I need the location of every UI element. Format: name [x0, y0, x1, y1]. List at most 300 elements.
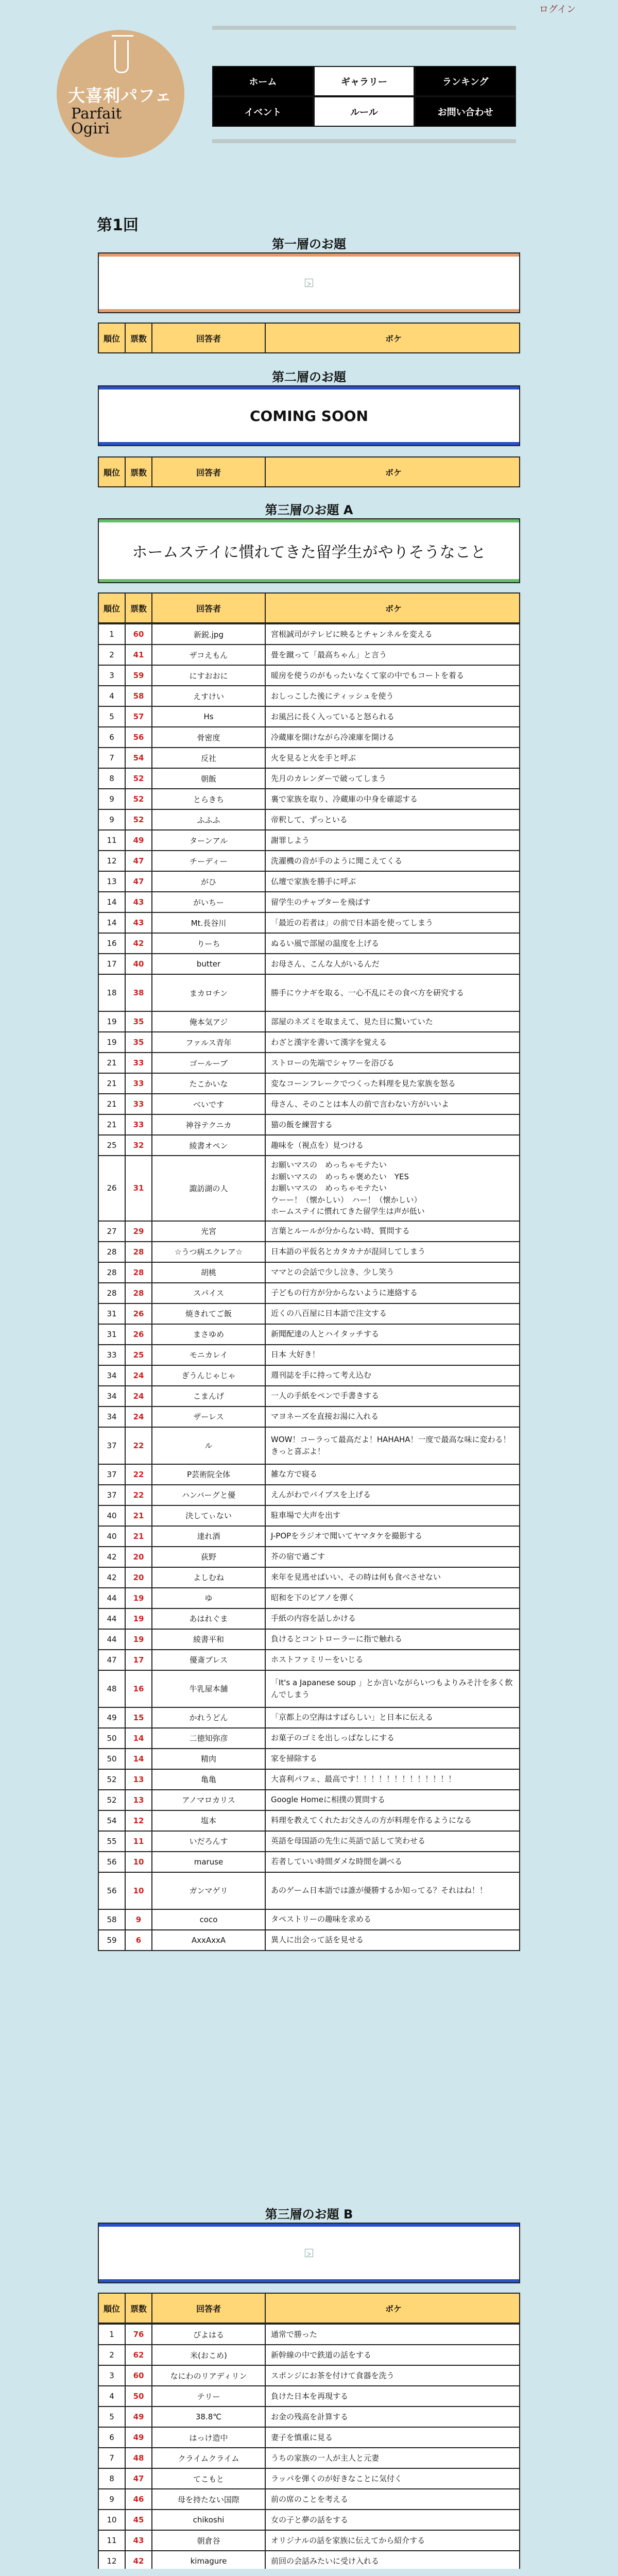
- rank-cell: 19: [99, 1032, 126, 1052]
- second-theme-box: [98, 385, 520, 446]
- rank-cell: 10: [99, 2510, 126, 2530]
- answerer-cell: 牛乳屋本舗: [152, 1671, 266, 1707]
- votes-cell: 40: [126, 954, 152, 974]
- nav-contact[interactable]: お問い合わせ: [415, 96, 516, 127]
- answerer-cell: 38.8℃: [152, 2407, 266, 2427]
- nav-events[interactable]: イベント: [212, 96, 314, 127]
- rank-cell: 37: [99, 1428, 126, 1464]
- rank-cell: 17: [99, 954, 126, 974]
- votes-cell: 22: [126, 1485, 152, 1505]
- rank-cell: 31: [99, 1325, 126, 1344]
- broken-image-icon: [305, 279, 313, 287]
- rank-cell: 1: [99, 624, 126, 644]
- header-answerer: 回答者: [152, 457, 266, 486]
- answerer-cell: りーち: [152, 934, 266, 953]
- votes-cell: 58: [126, 686, 152, 706]
- rank-cell: 9: [99, 789, 126, 809]
- third-a-table-header: [98, 592, 520, 623]
- answer-cell: 一人の手紙をペンで手書きする: [271, 1391, 380, 1401]
- table-row: [99, 1505, 519, 1526]
- answer-cell: 趣味を（視点を）見つける: [271, 1140, 364, 1150]
- answer-cell: 負けた日本を再現する: [271, 2391, 349, 2401]
- votes-cell: 24: [126, 1386, 152, 1406]
- votes-cell: 49: [126, 2428, 152, 2447]
- third-a-bottom-strip: [99, 579, 519, 582]
- answer-cell: お菓子のゴミを出しっぱなしにする: [271, 1733, 395, 1743]
- votes-cell: 10: [126, 1852, 152, 1872]
- answerer-cell: 綾書平和: [152, 1630, 266, 1649]
- rank-cell: 44: [99, 1609, 126, 1629]
- table-row: [99, 2447, 519, 2468]
- votes-cell: 20: [126, 1547, 152, 1567]
- rank-cell: 5: [99, 707, 126, 726]
- rank-cell: 7: [99, 748, 126, 768]
- site-logo[interactable]: [57, 30, 184, 158]
- answer-cell: ストローの先端でシャワーを浴びる: [271, 1058, 394, 1067]
- table-row: [99, 1365, 519, 1385]
- third-b-results-table: [98, 2324, 520, 2576]
- first-table-header: [98, 323, 520, 353]
- answer-cell: 来年を見逃せばいい、その時は何も食べさせない: [271, 1572, 441, 1582]
- answer-cell: 子どもの行方が分からないように連絡する: [271, 1288, 418, 1298]
- table-row: [99, 1670, 519, 1707]
- answer-cell: 異人に出会って話を見せる: [271, 1935, 364, 1945]
- rank-cell: 3: [99, 2366, 126, 2385]
- answerer-cell: P芸術院全体: [152, 1465, 266, 1484]
- votes-cell: 33: [126, 1053, 152, 1073]
- answerer-cell: ぴよはる: [152, 2325, 266, 2344]
- answerer-cell: 塩本: [152, 1811, 266, 1831]
- answer-cell: 火を見ると火を手と呼ぶ: [271, 753, 356, 762]
- answerer-cell: ターンアル: [152, 831, 266, 850]
- answerer-cell: よしむね: [152, 1568, 266, 1587]
- third-b-bottom-strip: [99, 2279, 519, 2282]
- answer-cell: 新聞配達の人とハイタッチする: [271, 1329, 380, 1339]
- third-b-table-header: [98, 2293, 520, 2324]
- header-votes: 票数: [126, 457, 152, 486]
- answerer-cell: いだろんす: [152, 1832, 266, 1851]
- answer-cell: タペストリーの趣味を求める: [271, 1914, 372, 1924]
- answerer-cell: ザーレス: [152, 1407, 266, 1427]
- answerer-cell: 米(おこめ): [152, 2345, 266, 2365]
- table-row: [99, 1831, 519, 1851]
- main-nav: [212, 66, 516, 127]
- answerer-cell: kimagure: [152, 2551, 266, 2571]
- table-row: [99, 2488, 519, 2509]
- table-row: [99, 1385, 519, 1406]
- nav-home[interactable]: ホーム: [212, 66, 314, 96]
- votes-cell: 24: [126, 1366, 152, 1385]
- table-row: [99, 891, 519, 912]
- rank-cell: 59: [99, 1930, 126, 1950]
- second-theme-title: 第二層のお題: [272, 370, 346, 384]
- answer-cell: 雑な方で寝る: [271, 1469, 318, 1479]
- table-row: [99, 850, 519, 871]
- nav-ranking[interactable]: ランキング: [415, 66, 516, 96]
- votes-cell: 41: [126, 645, 152, 665]
- table-row: [99, 644, 519, 665]
- answerer-cell: butter: [152, 954, 266, 974]
- answer-cell: 変なコーンフレークでつくった料理を見た家族を怒る: [271, 1078, 456, 1088]
- answer-cell: うちの家族の一人が主人と元妻: [271, 2453, 380, 2463]
- header-votes: 票数: [126, 2294, 152, 2323]
- answer-cell: えんがわでバイブスを上げる: [271, 1490, 371, 1500]
- answerer-cell: chikoshi: [152, 2510, 266, 2530]
- answerer-cell: アノマロカリス: [152, 1790, 266, 1810]
- answerer-cell: 神谷テクニカ: [152, 1115, 266, 1134]
- answer-cell: 部屋のネズミを取まえて、見た目に驚いていた: [271, 1016, 433, 1026]
- answerer-cell: 母を持たない国際: [152, 2489, 266, 2509]
- answer-cell: 猫の飯を練習する: [271, 1120, 333, 1129]
- answerer-cell: ふふふ: [152, 810, 266, 829]
- rank-cell: 2: [99, 645, 126, 665]
- answerer-cell: 達れ酒: [152, 1527, 266, 1546]
- header-divider-top: [212, 26, 516, 30]
- table-row: [99, 953, 519, 974]
- answerer-cell: AxxAxxA: [152, 1930, 266, 1950]
- header-votes: 票数: [126, 324, 152, 352]
- rank-cell: 34: [99, 1366, 126, 1385]
- votes-cell: 15: [126, 1708, 152, 1727]
- answerer-cell: たこかいな: [152, 1074, 266, 1093]
- answerer-cell: 胡桃: [152, 1263, 266, 1282]
- rank-cell: 16: [99, 934, 126, 953]
- third-a-theme-box: [98, 518, 520, 583]
- nav-gallery[interactable]: ギャラリー: [314, 66, 415, 96]
- answer-cell: 帝釈して、ずっといる: [271, 815, 348, 824]
- rank-cell: 21: [99, 1074, 126, 1093]
- table-row: [99, 2468, 519, 2488]
- answerer-cell: maruse: [152, 1852, 266, 1872]
- rank-cell: 13: [99, 872, 126, 891]
- table-row: [99, 1464, 519, 1484]
- table-row: [99, 788, 519, 809]
- broken-image-icon: [305, 2249, 313, 2257]
- table-row: [99, 2324, 519, 2344]
- rank-cell: 50: [99, 1749, 126, 1769]
- answer-cell: 畳を蹴って「最高ちゃん」と言う: [271, 650, 387, 659]
- answerer-cell: ☆うつ病エクレア☆: [152, 1242, 266, 1262]
- rank-cell: 34: [99, 1407, 126, 1427]
- first-theme-box: [98, 252, 520, 313]
- table-row: [99, 1344, 519, 1365]
- table-row: [99, 726, 519, 747]
- answerer-cell: 反社: [152, 748, 266, 768]
- rank-cell: 54: [99, 1811, 126, 1831]
- answerer-cell: ザコえもん: [152, 645, 266, 665]
- answerer-cell: 荻野: [152, 1547, 266, 1567]
- rank-cell: 56: [99, 1873, 126, 1909]
- table-row: [99, 2509, 519, 2530]
- answerer-cell: 二徳知弥彦: [152, 1728, 266, 1748]
- votes-cell: 22: [126, 1465, 152, 1484]
- third-b-theme-box: [98, 2223, 520, 2283]
- table-row: [99, 1526, 519, 1546]
- first-theme-title: 第一層のお題: [272, 237, 346, 251]
- table-row: [99, 2365, 519, 2385]
- rank-cell: 58: [99, 1910, 126, 1929]
- logo-text-en-line-2: Ogiri: [71, 120, 110, 137]
- answerer-cell: ル: [152, 1428, 266, 1464]
- answer-cell: 料理を教えてくれたお父さんの方が料理を作るようになる: [271, 1816, 472, 1825]
- answer-cell: ママとの会話で少し泣き、少し笑う: [271, 1267, 394, 1277]
- votes-cell: 10: [126, 1873, 152, 1909]
- table-row: [99, 665, 519, 685]
- table-row: [99, 768, 519, 788]
- table-row: [99, 2406, 519, 2427]
- answer-cell: J-POPをラジオで聞いてヤマタケを撮影する: [271, 1531, 423, 1541]
- answer-cell: ホストファミリーをいじる: [271, 1655, 364, 1665]
- answerer-cell: とらきち: [152, 789, 266, 809]
- votes-cell: 33: [126, 1094, 152, 1114]
- rank-cell: 4: [99, 2386, 126, 2406]
- votes-cell: 22: [126, 1428, 152, 1464]
- answerer-cell: まさゆめ: [152, 1325, 266, 1344]
- rank-cell: 14: [99, 892, 126, 912]
- votes-cell: 56: [126, 727, 152, 747]
- table-row: [99, 1567, 519, 1587]
- answer-cell: 女の子と夢の話をする: [271, 2515, 349, 2524]
- votes-cell: 19: [126, 1588, 152, 1608]
- rank-cell: 9: [99, 2489, 126, 2509]
- votes-cell: 9: [126, 1910, 152, 1929]
- votes-cell: 76: [126, 2325, 152, 2344]
- votes-cell: 13: [126, 1770, 152, 1789]
- answerer-cell: はっけ造中: [152, 2428, 266, 2447]
- rank-cell: 7: [99, 2448, 126, 2468]
- votes-cell: 52: [126, 769, 152, 788]
- answer-cell: 「京都上の空海はすばらしい」と日本に伝える: [271, 1713, 434, 1722]
- answerer-cell: かれうどん: [152, 1708, 266, 1727]
- votes-cell: 60: [126, 2366, 152, 2385]
- rank-cell: 37: [99, 1465, 126, 1484]
- answer-cell: 大喜利パフェ、最高です！！！！！！！！！！！！！: [271, 1774, 456, 1784]
- votes-cell: 19: [126, 1630, 152, 1649]
- votes-cell: 47: [126, 2469, 152, 2488]
- answer-cell: 日本語の平仮名とカタカナが混同してしまう: [271, 1247, 426, 1257]
- answer-cell: 冷蔵庫を開けながら冷凍庫を開ける: [271, 732, 395, 742]
- rank-cell: 25: [99, 1136, 126, 1155]
- answer-cell: 宮根誠司がテレビに映るとチャンネルを変える: [271, 629, 433, 639]
- votes-cell: 31: [126, 1156, 152, 1221]
- header-rank: 順位: [99, 594, 126, 622]
- answerer-cell: 亀亀: [152, 1770, 266, 1789]
- votes-cell: 24: [126, 1407, 152, 1427]
- answer-cell: 謝罪しよう: [271, 835, 310, 845]
- votes-cell: 50: [126, 2386, 152, 2406]
- rank-cell: 11: [99, 2531, 126, 2550]
- answer-cell: 日本 大好き！: [271, 1350, 320, 1360]
- answerer-cell: 朝飯: [152, 769, 266, 788]
- answer-cell: わざと漢字を書いて漢字を覚える: [271, 1037, 387, 1047]
- rank-cell: 21: [99, 1115, 126, 1134]
- header-answer: ボケ: [385, 2303, 402, 2314]
- third-b-theme-title: 第三層のお題 B: [265, 2207, 353, 2222]
- table-row: [99, 623, 519, 644]
- table-row: [99, 1093, 519, 1114]
- answer-cell: 駐車場で大声を出す: [271, 1511, 341, 1520]
- answerer-cell: ガンマゲリ: [152, 1873, 266, 1909]
- rank-cell: 28: [99, 1263, 126, 1282]
- header-answer: ボケ: [385, 333, 402, 344]
- votes-cell: 28: [126, 1263, 152, 1282]
- second-table-header: [98, 456, 520, 487]
- answer-cell: 前回の会話みたいに受け入れる: [271, 2556, 380, 2566]
- table-row: [99, 2530, 519, 2550]
- table-row: [99, 1929, 519, 1950]
- rank-cell: 8: [99, 2469, 126, 2488]
- rank-cell: 9: [99, 810, 126, 829]
- header: [47, 26, 519, 162]
- answer-cell: 芥の宿で過ごす: [271, 1552, 325, 1562]
- table-row: [99, 933, 519, 953]
- table-row: [99, 1727, 519, 1748]
- votes-cell: 14: [126, 1749, 152, 1769]
- rank-cell: 26: [99, 1156, 126, 1221]
- first-theme-bottom-strip: [99, 309, 519, 312]
- rank-cell: 33: [99, 1345, 126, 1365]
- votes-cell: 48: [126, 2448, 152, 2468]
- parfait-icon: [114, 40, 129, 73]
- logo-text-en: [71, 106, 169, 136]
- answerer-cell: がいちー: [152, 892, 266, 912]
- answerer-cell: 俺本気アジ: [152, 1012, 266, 1031]
- table-row: [99, 1909, 519, 1929]
- rank-cell: 2: [99, 2345, 126, 2365]
- rank-cell: 37: [99, 1485, 126, 1505]
- votes-cell: 16: [126, 1671, 152, 1707]
- table-row: [99, 2344, 519, 2365]
- second-theme-bottom-strip: [99, 442, 519, 445]
- round-title: 第1回: [97, 216, 139, 234]
- votes-cell: 46: [126, 2489, 152, 2509]
- rank-cell: 42: [99, 1568, 126, 1587]
- answer-cell: お願いマスの めっちゃモテたい お願いマスの めっちゃ褒めたい YES お願いマスの めっちゃモテたい ウーー！（懐かしい） ハー！（懐かしい） ホームステイに慣れてきた留学生は声が低い: [271, 1160, 425, 1216]
- nav-rules[interactable]: ルール: [314, 96, 415, 127]
- table-row: [99, 1011, 519, 1031]
- answerer-cell: Mt.長谷川: [152, 913, 266, 933]
- votes-cell: 47: [126, 872, 152, 891]
- answerer-cell: チーディー: [152, 851, 266, 871]
- answer-cell: 勝手にウナギを取る、一心不乱にその食べ方を研究する: [271, 988, 465, 997]
- answer-cell: ラッパを弾くのが好きなことに気付く: [271, 2473, 402, 2483]
- votes-cell: 11: [126, 1832, 152, 1851]
- rank-cell: 44: [99, 1630, 126, 1649]
- rank-cell: 40: [99, 1506, 126, 1526]
- answer-cell: WOW！コーラって最高だよ！HAHAHA！一度で最高な味に変わる！きっと喜ぶよ！: [271, 1435, 511, 1456]
- answer-cell: 暖房を使うのがもったいなくて家の中でもコートを着る: [271, 670, 465, 680]
- votes-cell: 45: [126, 2510, 152, 2530]
- answerer-cell: 綾書オペン: [152, 1136, 266, 1155]
- answerer-cell: ゴールーブ: [152, 1053, 266, 1073]
- header-answerer: 回答者: [152, 324, 266, 352]
- votes-cell: 26: [126, 1325, 152, 1344]
- answer-cell: Google Homeに相撲の質問する: [271, 1795, 385, 1805]
- votes-cell: 42: [126, 934, 152, 953]
- table-row: [99, 1155, 519, 1221]
- logo-text-en-line-1: Parfait: [71, 105, 122, 122]
- login-link[interactable]: ログイン: [539, 4, 576, 15]
- rank-cell: 55: [99, 1832, 126, 1851]
- votes-cell: 52: [126, 789, 152, 809]
- rank-cell: 6: [99, 2428, 126, 2447]
- answerer-cell: べいです: [152, 1094, 266, 1114]
- votes-cell: 13: [126, 1790, 152, 1810]
- table-row: [99, 1587, 519, 1608]
- table-row: [99, 1282, 519, 1303]
- rank-cell: 8: [99, 769, 126, 788]
- table-row: [99, 1769, 519, 1789]
- answer-cell: お金の残高を計算する: [271, 2412, 349, 2421]
- rank-cell: 12: [99, 2551, 126, 2571]
- answerer-cell: こまんげ: [152, 1386, 266, 1406]
- votes-cell: 19: [126, 1609, 152, 1629]
- votes-cell: 59: [126, 666, 152, 685]
- answerer-cell: クライムクライム: [152, 2448, 266, 2468]
- answer-cell: スポンジにお茶を付けて食器を洗う: [271, 2370, 394, 2380]
- votes-cell: 21: [126, 1527, 152, 1546]
- coming-soon-text: COMING SOON: [249, 407, 368, 425]
- table-row: [99, 1649, 519, 1670]
- votes-cell: 47: [126, 851, 152, 871]
- header-votes: 票数: [126, 594, 152, 622]
- table-row: [99, 1707, 519, 1727]
- votes-cell: 43: [126, 892, 152, 912]
- answer-cell: 「It's a Japanese soup 」とか言いながらいつもよりみそ汁を多く飲んでしまう: [271, 1678, 513, 1699]
- rank-cell: 27: [99, 1222, 126, 1241]
- table-row: [99, 1262, 519, 1282]
- votes-cell: 33: [126, 1074, 152, 1093]
- answer-cell: 先月のカレンダーで破ってしまう: [271, 773, 387, 783]
- answer-cell: 母さん、そのことは本人の前で言わない方がいいよ: [271, 1099, 449, 1109]
- table-row: [99, 809, 519, 829]
- rank-cell: 6: [99, 727, 126, 747]
- rank-cell: 19: [99, 1012, 126, 1031]
- table-row: [99, 1073, 519, 1093]
- answerer-cell: 新鋭.jpg: [152, 624, 266, 644]
- table-row: [99, 1241, 519, 1262]
- votes-cell: 20: [126, 1568, 152, 1587]
- rank-cell: 50: [99, 1728, 126, 1748]
- rank-cell: 14: [99, 913, 126, 933]
- answerer-cell: モニカレイ: [152, 1345, 266, 1365]
- header-rank: 順位: [99, 457, 126, 486]
- votes-cell: 38: [126, 975, 152, 1011]
- rank-cell: 48: [99, 1671, 126, 1707]
- answer-cell: 「最近の若者は」の前で日本語を使ってしまう: [271, 918, 434, 927]
- table-row: [99, 1134, 519, 1155]
- votes-cell: 52: [126, 810, 152, 829]
- answerer-cell: テリー: [152, 2386, 266, 2406]
- table-row: [99, 2385, 519, 2406]
- votes-cell: 14: [126, 1728, 152, 1748]
- rank-cell: 5: [99, 2407, 126, 2427]
- rank-cell: 31: [99, 1304, 126, 1324]
- header-answer: ボケ: [385, 467, 402, 478]
- votes-cell: 29: [126, 1222, 152, 1241]
- votes-cell: 28: [126, 1242, 152, 1262]
- votes-cell: 35: [126, 1012, 152, 1031]
- table-row: [99, 1114, 519, 1134]
- answer-cell: 近くの八百屋に日本語で注文する: [271, 1309, 387, 1318]
- answerer-cell: にすおおに: [152, 666, 266, 685]
- answerer-cell: なにわのリアディリン: [152, 2366, 266, 2385]
- header-answerer: 回答者: [152, 2294, 266, 2323]
- table-row: [99, 1608, 519, 1629]
- rank-cell: 56: [99, 1852, 126, 1872]
- answer-cell: あのゲーム日本語では誰が優勝するか知ってる？それはね！！: [271, 1886, 488, 1895]
- table-row: [99, 747, 519, 768]
